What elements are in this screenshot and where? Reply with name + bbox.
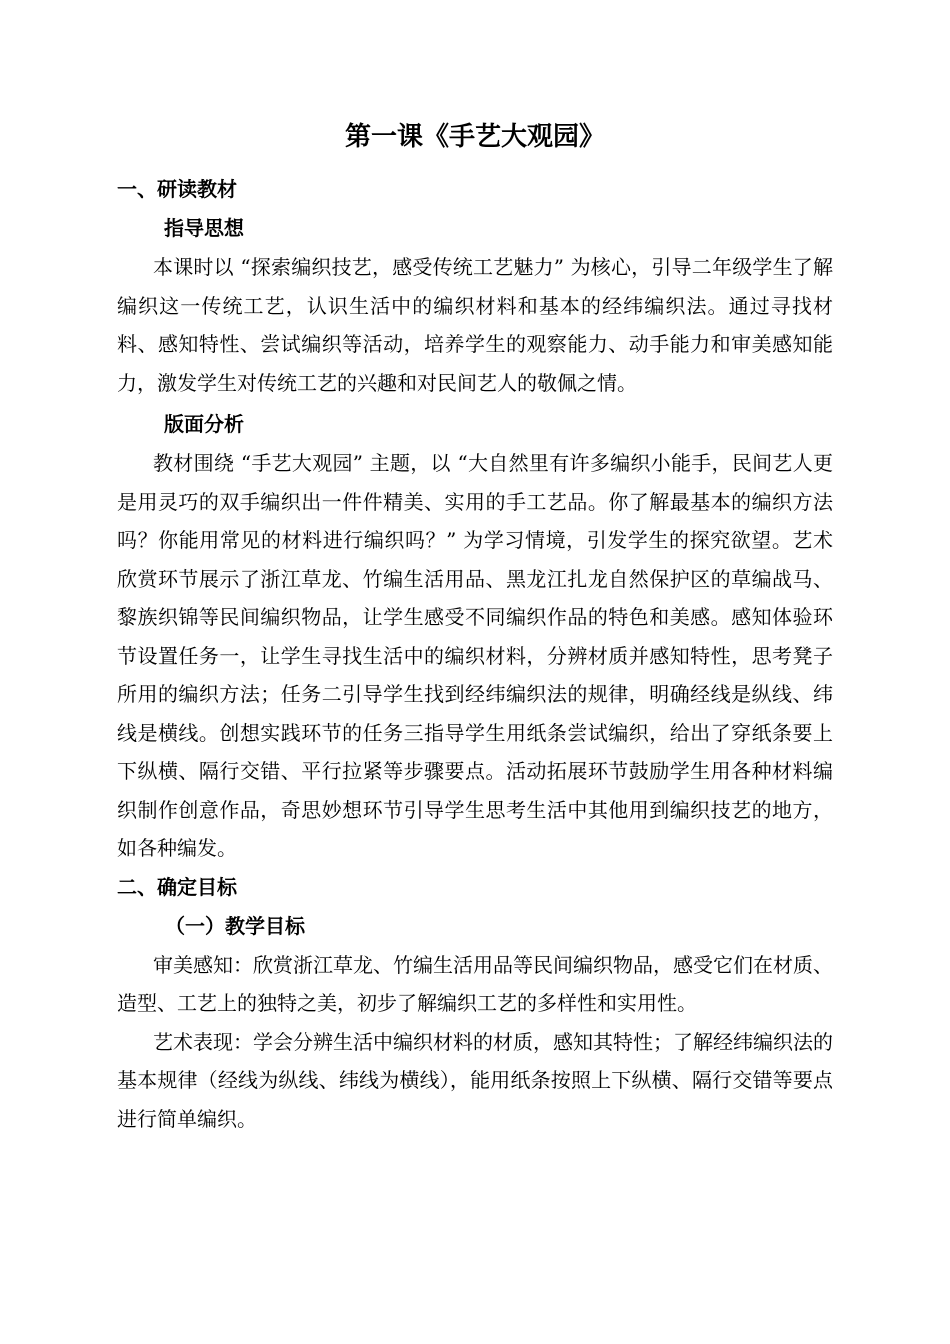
- subsection-heading-teaching-goals: （一）教学目标: [165, 913, 305, 938]
- paragraph-layout-analysis: 教材围绕 “手艺大观园” 主题，以 “大自然里有许多编织小能手，民间艺人更是用灵巧的双手编织出一件件精美、实用的手工艺品。你了解最基本的编织方法吗？你能用常见的材料进行编织吗？” 为学习情境，引发学生的探究欲望。艺术欣赏环节展示了浙江草龙、竹编生活用品、黑龙江扎龙自然保护区的草编战马、黎族织锦等民间编织物品，让学生感受不同编织作品的特色和美感。感知体验环节设置任务一，让学生寻找生活中的编织材料，分辨材质并感知特性，思考凳子所用的编织方法；任务二引导学生找到经纬编织法的规律，明确经线是纵线、纬线是横线。创想实践环节的任务三指导学生用纸条尝试编织，给出了穿纸条要上下纵横、隔行交错、平行拉紧等步骤要点。活动拓展环节鼓励学生用各种材料编织制作创意作品，奇思妙想环节引导学生思考生活中其他用到编织技艺的地方，如各种编发。: [117, 451, 833, 860]
- document-page: [117, 112, 833, 1138]
- section-heading-study-material: 一、研读教材: [117, 177, 237, 201]
- subsection-heading-guiding-idea: 指导思想: [164, 216, 244, 240]
- subsection-heading-layout-analysis: 版面分析: [164, 412, 244, 436]
- paragraph-artistic-expression: 艺术表现：学会分辨生活中编织材料的材质，感知其特性；了解经纬编织法的基本规律（经线为纵线、纬线为横线），能用纸条按照上下纵横、隔行交错等要点进行简单编织。: [117, 1029, 833, 1131]
- paragraph-aesthetic-perception: 审美感知：欣赏浙江草龙、竹编生活用品等民间编织物品，感受它们在材质、造型、工艺上的独特之美，初步了解编织工艺的多样性和实用性。: [117, 952, 833, 1015]
- section-heading-set-goals: 二、确定目标: [117, 874, 237, 899]
- paragraph-guiding-idea: 本课时以 “探索编织技艺，感受传统工艺魅力” 为核心，引导二年级学生了解编织这一传统工艺，认识生活中的编织材料和基本的经纬编织法。通过寻找材料、感知特性、尝试编织等活动，培养学生的观察能力、动手能力和审美感知能力，激发学生对传统工艺的兴趣和对民间艺人的敬佩之情。: [117, 255, 833, 395]
- page-title: 第一课《手艺大观园》: [344, 122, 605, 152]
